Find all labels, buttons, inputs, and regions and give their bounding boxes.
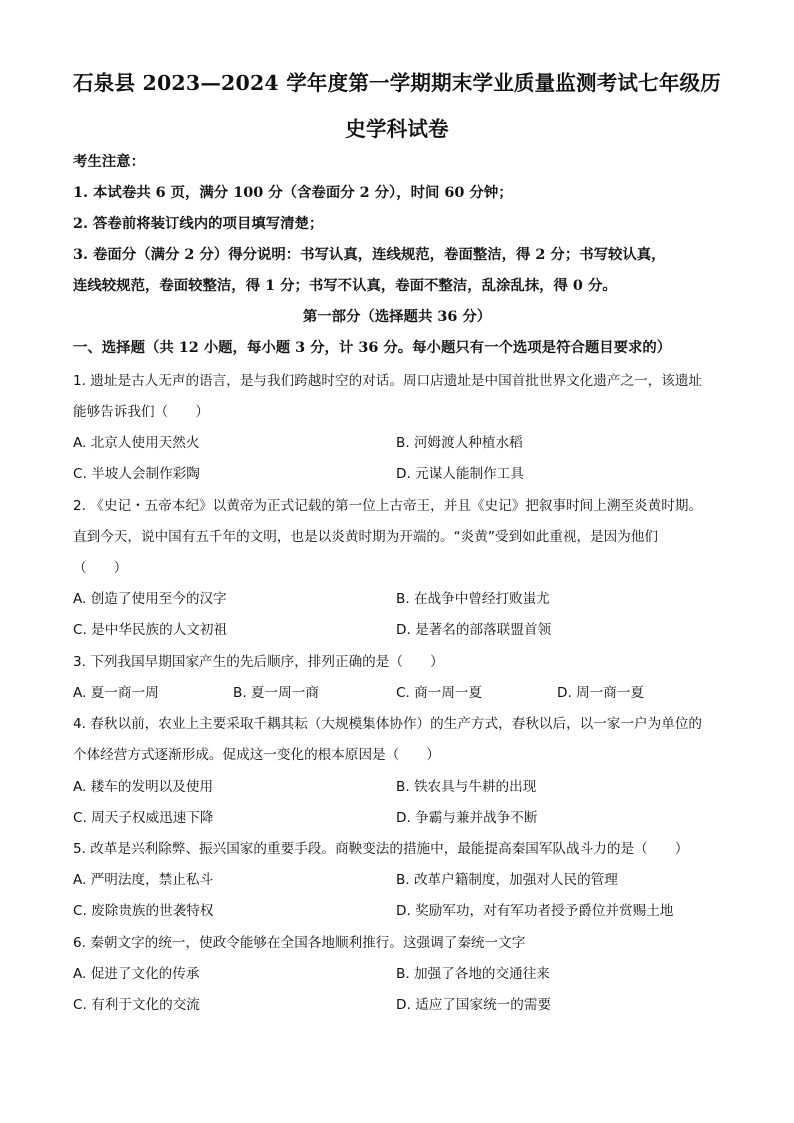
question-4-option-a: A. 耧车的发明以及使用 (73, 779, 214, 795)
question-4-option-c: C. 周天子权威迅速下降 (73, 810, 214, 826)
question-2-option-d: D. 是著名的部落联盟首领 (396, 622, 552, 638)
notice-item-2: 2. 答卷前将装订线内的项目填写清楚； (73, 215, 324, 232)
question-2-text-line-1: 2. 《史记・五帝本纪》以黄帝为正式记载的第一位上古帝王，并且《史记》把叙事时间上溯至炎黄时期。 (73, 498, 703, 514)
question-3-option-a: A. 夏一商一周 (73, 685, 159, 701)
question-4-option-b: B. 铁农具与牛耕的出现 (396, 779, 537, 795)
question-2-option-a: A. 创造了使用至今的汉字 (73, 591, 227, 607)
question-3-text-line-1: 3. 下列我国早期国家产生的先后顺序，排列正确的是（ ） (73, 654, 444, 670)
question-2-option-b: B. 在战争中曾经打败蚩尤 (396, 591, 550, 607)
question-3-option-b: B. 夏一周一商 (233, 685, 319, 701)
section-title: 第一部分（选择题共 36 分） (302, 308, 492, 325)
question-4-text-line-1: 4. 春秋以前，农业上主要采取千耦其耘（大规模集体协作）的生产方式，春秋以后，以一家一户为单位的 (73, 716, 703, 732)
exam-title-line-1: 石泉县 2023—2024 学年度第一学期期末学业质量监测考试七年级历 (73, 71, 721, 95)
question-5-option-c: C. 废除贵族的世袭特权 (73, 903, 214, 919)
exam-title-line-2: 史学科试卷 (345, 117, 449, 141)
question-1-option-d: D. 元谋人能制作工具 (396, 466, 524, 482)
question-6-option-a: A. 促进了文化的传承 (73, 966, 200, 982)
question-2-text-line-2: 直到今天，说中国有五千年的文明，也是以炎黄时期为开端的。“炎黄”受到如此重视，是因为他们 (73, 529, 659, 545)
question-5-text-line-1: 5. 改革是兴利除弊、振兴国家的重要手段。商鞅变法的措施中，最能提高秦国军队战斗力的是（ ） (73, 841, 689, 857)
question-4-text-line-2: 个体经营方式逐渐形成。促成这一变化的根本原因是（ ） (73, 747, 441, 763)
question-3-option-c: C. 商一周一夏 (396, 685, 483, 701)
question-6-option-c: C. 有利于文化的交流 (73, 997, 200, 1013)
question-1-option-c: C. 半坡人会制作彩陶 (73, 466, 200, 482)
notice-item-3-continued: 连线较规范，卷面较整洁，得 1 分；书写不认真，卷面不整洁，乱涂乱抹，得 0 分。 (73, 277, 617, 294)
question-5-option-a: A. 严明法度，禁止私斗 (73, 872, 214, 888)
question-2-text-line-3: （ ） (73, 560, 128, 576)
question-6-text-line-1: 6. 秦朝文字的统一，使政令能够在全国各地顺利推行。这强调了秦统一文字 (73, 935, 526, 951)
question-1-option-b: B. 河姆渡人种植水稻 (396, 435, 523, 451)
question-5-option-d: D. 奖励军功，对有军功者授予爵位并赏赐土地 (396, 903, 674, 919)
notice-heading: 考生注意： (73, 153, 145, 170)
question-6-option-b: B. 加强了各地的交通往来 (396, 966, 550, 982)
question-3-option-d: D. 周一商一夏 (557, 685, 645, 701)
question-1-option-a: A. 北京人使用天然火 (73, 435, 200, 451)
question-2-option-c: C. 是中华民族的人文初祖 (73, 622, 228, 638)
question-1-text-line-2: 能够告诉我们（ ） (73, 404, 209, 420)
question-5-option-b: B. 改革户籍制度，加强对人民的管理 (396, 872, 618, 888)
notice-item-3: 3. 卷面分（满分 2 分）得分说明：书写认真，连线规范，卷面整洁，得 2 分；书写较认真， (73, 246, 666, 263)
notice-item-1: 1. 本试卷共 6 页，满分 100 分（含卷面分 2 分），时间 60 分钟； (73, 184, 513, 201)
section-header: 一、选择题（共 12 小题，每小题 3 分，计 36 分。每小题只有一个选项是符合题目要求的） (73, 339, 672, 356)
question-1-text-line-1: 1. 遗址是古人无声的语言，是与我们跨越时空的对话。周口店遗址是中国首批世界文化遗产之一，该遗址 (73, 373, 703, 389)
question-4-option-d: D. 争霸与兼并战争不断 (396, 810, 538, 826)
question-6-option-d: D. 适应了国家统一的需要 (396, 997, 552, 1013)
